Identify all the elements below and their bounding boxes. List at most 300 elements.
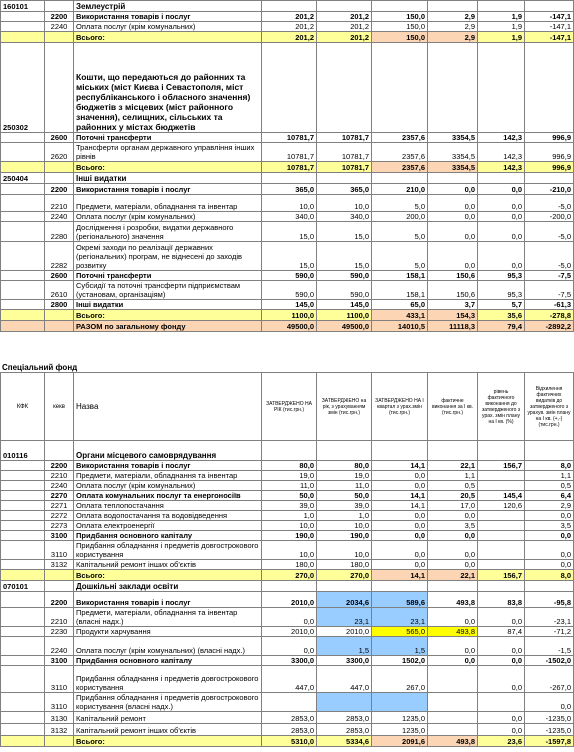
value-cell-3: 1,5 <box>372 637 428 656</box>
value-cell-2: 10781,7 <box>317 162 372 173</box>
kekv-code: 3110 <box>45 666 74 693</box>
value-cell-3 <box>372 693 428 712</box>
table-row <box>1 627 574 637</box>
total-row <box>1 570 574 581</box>
row-name: Інші видатки <box>74 300 262 310</box>
value-cell-4: 0,0 <box>428 608 478 627</box>
value-cell-6: -1502,0 <box>525 656 574 666</box>
value-cell-3: 210,0 <box>372 184 428 195</box>
empty-cell <box>262 43 317 133</box>
value-cell-4: 17,0 <box>428 501 478 511</box>
value-cell-5: 5,7 <box>478 300 525 310</box>
empty-cell <box>525 1 574 12</box>
empty-cell <box>1 481 45 491</box>
empty-cell <box>1 133 45 143</box>
value-cell-1: 590,0 <box>262 281 317 300</box>
kekv-code: 2240 <box>45 22 74 32</box>
value-cell-3: 0,0 <box>372 521 428 531</box>
value-cell-3: 5,0 <box>372 242 428 271</box>
value-cell-3: 5,0 <box>372 222 428 242</box>
empty-cell <box>478 441 525 461</box>
row-name: Придбання обладнання і предметів довгострокового користування <box>74 666 262 693</box>
value-cell-2: 201,2 <box>317 22 372 32</box>
value-cell-3: 65,0 <box>372 300 428 310</box>
value-cell-1: 201,2 <box>262 32 317 43</box>
value-cell-6: 0,0 <box>525 511 574 521</box>
value-cell-6: -1,5 <box>525 637 574 656</box>
value-cell-5: 87,4 <box>478 627 525 637</box>
value-cell-5 <box>478 481 525 491</box>
kekv-code: 2273 <box>45 521 74 531</box>
value-cell-5: 145,4 <box>478 491 525 501</box>
row-name: РАЗОМ по загальному фонду <box>74 321 262 332</box>
empty-cell <box>45 173 74 184</box>
value-cell-2: 270,0 <box>317 570 372 581</box>
value-cell-6: -147,1 <box>525 32 574 43</box>
empty-cell <box>428 1 478 12</box>
table-row <box>1 608 574 627</box>
kekv-code: 2240 <box>45 212 74 222</box>
value-cell-1: 0,0 <box>262 637 317 656</box>
value-cell-4: 0,0 <box>428 511 478 521</box>
section-code: 010116 <box>1 441 45 461</box>
empty-cell <box>525 441 574 461</box>
row-name: Всього: <box>74 32 262 43</box>
value-cell-6: -2892,2 <box>525 321 574 332</box>
kekv-code: 3100 <box>45 656 74 666</box>
kekv-code: 2272 <box>45 511 74 521</box>
row-name: Оплата комунальних послуг та енергоносіїв <box>74 491 262 501</box>
row-name: Використання товарів і послуг <box>74 12 262 22</box>
row-name: Трансферти органам державного управління інших рівнів <box>74 143 262 162</box>
value-cell-2: 2010,0 <box>317 627 372 637</box>
empty-cell <box>1 22 45 32</box>
row-name: Придбання основного капіталу <box>74 531 262 541</box>
kekv-code: 2200 <box>45 461 74 471</box>
empty-cell <box>262 441 317 461</box>
header-approved-year: ЗАТВЕРДЖЕНО НА РІК (тис.грн.) <box>262 373 317 441</box>
value-cell-1 <box>262 693 317 712</box>
empty-cell <box>478 1 525 12</box>
empty-cell <box>478 581 525 592</box>
row-name: Поточні трансферти <box>74 133 262 143</box>
value-cell-3: 14,1 <box>372 570 428 581</box>
section-row <box>1 441 574 461</box>
section-name: Кошти, що передаються до районних та міських (міст Києва і Севастополя, міст республіканського і обласного значення) бюджетів з місцевих (міст районного значення), селищних, сільських та районних у містах бюджетів <box>74 43 262 133</box>
value-cell-2 <box>317 693 372 712</box>
value-cell-3: 0,0 <box>372 541 428 560</box>
kekv-code: 2210 <box>45 471 74 481</box>
value-cell-4: 3,5 <box>428 521 478 531</box>
header-kfk: КФК <box>1 373 45 441</box>
value-cell-5: 0,0 <box>478 184 525 195</box>
empty-cell <box>1 501 45 511</box>
value-cell-3: 200,0 <box>372 212 428 222</box>
empty-cell <box>1 724 45 736</box>
value-cell-5: 0,0 <box>478 212 525 222</box>
value-cell-1: 11,0 <box>262 481 317 491</box>
value-cell-1: 49500,0 <box>262 321 317 332</box>
value-cell-5 <box>478 560 525 570</box>
total-row <box>1 162 574 173</box>
value-cell-4 <box>428 666 478 693</box>
value-cell-5: 79,4 <box>478 321 525 332</box>
row-name: Капітальний ремонт інших об'єктів <box>74 560 262 570</box>
kekv-code <box>45 32 74 43</box>
value-cell-4: 11118,3 <box>428 321 478 332</box>
row-name: Придбання обладнання і предметів довгострокового користування (власні надх.) <box>74 693 262 712</box>
value-cell-4: 0,0 <box>428 195 478 212</box>
value-cell-4: 0,0 <box>428 637 478 656</box>
row-name: Предмети, матеріали, обладнання та інвентар <box>74 471 262 481</box>
value-cell-5: 0,0 <box>478 724 525 736</box>
value-cell-3: 158,1 <box>372 271 428 281</box>
value-cell-1: 19,0 <box>262 471 317 481</box>
table-row <box>1 560 574 570</box>
kekv-code: 2800 <box>45 300 74 310</box>
table-row <box>1 724 574 736</box>
row-name: Оплата послуг (крім комунальних) <box>74 212 262 222</box>
empty-cell <box>317 173 372 184</box>
header-actual-q1: фактичне виконання за І кв. (тис.грн.) <box>428 373 478 441</box>
table-row <box>1 481 574 491</box>
empty-cell <box>1 310 45 321</box>
value-cell-1: 50,0 <box>262 491 317 501</box>
value-cell-6: -5,0 <box>525 242 574 271</box>
value-cell-3: 2091,6 <box>372 736 428 747</box>
value-cell-3: 1502,0 <box>372 656 428 666</box>
empty-cell <box>1 656 45 666</box>
row-name: Оплата послуг (крім комунальних) (власні надх.) <box>74 637 262 656</box>
value-cell-1: 365,0 <box>262 184 317 195</box>
value-cell-2: 11,0 <box>317 481 372 491</box>
special-fund-table <box>0 372 574 747</box>
value-cell-4: 2,9 <box>428 22 478 32</box>
value-cell-1: 1,0 <box>262 511 317 521</box>
empty-cell <box>372 581 428 592</box>
value-cell-4: 3354,5 <box>428 143 478 162</box>
table-row <box>1 666 574 693</box>
value-cell-6: 0,0 <box>525 541 574 560</box>
row-name: Всього: <box>74 310 262 321</box>
header-name: Назва <box>74 373 262 441</box>
value-cell-5 <box>478 521 525 531</box>
row-name: Оплата послуг (крім комунальних) <box>74 481 262 491</box>
empty-cell <box>1 511 45 521</box>
table-row <box>1 712 574 724</box>
empty-cell <box>1 666 45 693</box>
value-cell-3: 14010,5 <box>372 321 428 332</box>
empty-cell <box>45 581 74 592</box>
value-cell-4: 0,0 <box>428 222 478 242</box>
row-name: Придбання обладнання і предметів довгострокового користування <box>74 541 262 560</box>
value-cell-2: 190,0 <box>317 531 372 541</box>
kekv-code: 3132 <box>45 724 74 736</box>
empty-cell <box>262 581 317 592</box>
empty-cell <box>1 736 45 747</box>
value-cell-2: 2853,0 <box>317 724 372 736</box>
value-cell-1: 2853,0 <box>262 724 317 736</box>
empty-cell <box>525 581 574 592</box>
value-cell-4: 0,0 <box>428 184 478 195</box>
value-cell-1: 2010,0 <box>262 592 317 608</box>
value-cell-2: 2853,0 <box>317 712 372 724</box>
value-cell-6: -23,1 <box>525 608 574 627</box>
row-name: Всього: <box>74 736 262 747</box>
value-cell-4: 22,1 <box>428 461 478 471</box>
value-cell-4: 1,1 <box>428 471 478 481</box>
value-cell-1: 0,0 <box>262 608 317 627</box>
kekv-code <box>45 162 74 173</box>
empty-cell <box>1 321 45 332</box>
empty-cell <box>1 195 45 212</box>
row-name: Предмети, матеріали, обладнання та інвентар <box>74 195 262 212</box>
value-cell-1: 15,0 <box>262 222 317 242</box>
section-name: Дошкільні заклади освіти <box>74 581 262 592</box>
kekv-code: 2620 <box>45 143 74 162</box>
value-cell-6: 996,9 <box>525 143 574 162</box>
value-cell-1: 201,2 <box>262 22 317 32</box>
value-cell-2: 50,0 <box>317 491 372 501</box>
empty-cell <box>478 43 525 133</box>
value-cell-3: 565,0 <box>372 627 428 637</box>
table-row <box>1 511 574 521</box>
section-name: Землеустрій <box>74 1 262 12</box>
value-cell-5: 142,3 <box>478 162 525 173</box>
kekv-code: 3130 <box>45 712 74 724</box>
row-name: Використання товарів і послуг <box>74 592 262 608</box>
value-cell-5: 142,3 <box>478 143 525 162</box>
value-cell-1: 2853,0 <box>262 712 317 724</box>
value-cell-4: 0,0 <box>428 541 478 560</box>
value-cell-1: 180,0 <box>262 560 317 570</box>
value-cell-3: 1235,0 <box>372 724 428 736</box>
empty-cell <box>317 441 372 461</box>
value-cell-3: 0,0 <box>372 560 428 570</box>
row-name: Поточні трансферти <box>74 271 262 281</box>
value-cell-6: -267,0 <box>525 666 574 693</box>
value-cell-2: 447,0 <box>317 666 372 693</box>
value-cell-4: 0,0 <box>428 531 478 541</box>
value-cell-4: 2,9 <box>428 32 478 43</box>
empty-cell <box>525 43 574 133</box>
empty-cell <box>372 441 428 461</box>
row-name: Капітальний ремонт інших об'єктів <box>74 724 262 736</box>
value-cell-6: 996,9 <box>525 162 574 173</box>
table-row <box>1 541 574 560</box>
header-kekv: кекв <box>45 373 74 441</box>
value-cell-2: 3300,0 <box>317 656 372 666</box>
value-cell-4: 150,6 <box>428 271 478 281</box>
value-cell-2: 15,0 <box>317 242 372 271</box>
value-cell-5: 156,7 <box>478 461 525 471</box>
empty-cell <box>1 242 45 271</box>
empty-cell <box>1 222 45 242</box>
value-cell-5: 23,6 <box>478 736 525 747</box>
table-row <box>1 222 574 242</box>
row-name: Оплата теплопостачання <box>74 501 262 511</box>
kekv-code: 3100 <box>45 531 74 541</box>
value-cell-5: 35,6 <box>478 310 525 321</box>
value-cell-5: 83,8 <box>478 592 525 608</box>
empty-cell <box>1 521 45 531</box>
value-cell-1: 2010,0 <box>262 627 317 637</box>
empty-cell <box>1 184 45 195</box>
grand-total-row <box>1 321 574 332</box>
value-cell-6: 1,1 <box>525 471 574 481</box>
section-name: Інші видатки <box>74 173 262 184</box>
value-cell-5 <box>478 693 525 712</box>
value-cell-6: -71,2 <box>525 627 574 637</box>
kekv-code: 2280 <box>45 222 74 242</box>
value-cell-2: 1100,0 <box>317 310 372 321</box>
total-row <box>1 736 574 747</box>
value-cell-5 <box>478 541 525 560</box>
section-row <box>1 173 574 184</box>
value-cell-1: 447,0 <box>262 666 317 693</box>
empty-cell <box>45 441 74 461</box>
value-cell-2: 201,2 <box>317 12 372 22</box>
value-cell-5: 1,9 <box>478 32 525 43</box>
value-cell-5: 0,0 <box>478 608 525 627</box>
empty-cell <box>1 281 45 300</box>
value-cell-3: 0,0 <box>372 481 428 491</box>
kekv-code: 2610 <box>45 281 74 300</box>
value-cell-4: 2,9 <box>428 12 478 22</box>
header-approved-year-amended: ЗАТВЕРДЖЕНО на рік, з урахуванням змін (тис.грн.) <box>317 373 372 441</box>
value-cell-5 <box>478 531 525 541</box>
empty-cell <box>1 693 45 712</box>
value-cell-4: 22,1 <box>428 570 478 581</box>
table-row <box>1 501 574 511</box>
value-cell-5: 0,0 <box>478 637 525 656</box>
kekv-code: 2200 <box>45 184 74 195</box>
value-cell-6: 8,0 <box>525 461 574 471</box>
kekv-code: 3132 <box>45 560 74 570</box>
table-row <box>1 184 574 195</box>
empty-cell <box>1 12 45 22</box>
empty-cell <box>428 173 478 184</box>
empty-cell <box>428 441 478 461</box>
value-cell-1: 190,0 <box>262 531 317 541</box>
value-cell-5: 120,6 <box>478 501 525 511</box>
table-row <box>1 531 574 541</box>
value-cell-6: 0,5 <box>525 481 574 491</box>
kekv-code: 2271 <box>45 501 74 511</box>
value-cell-3: 14,1 <box>372 491 428 501</box>
value-cell-4 <box>428 693 478 712</box>
empty-cell <box>1 592 45 608</box>
value-cell-2: 19,0 <box>317 471 372 481</box>
section-code: 160101 <box>1 1 45 12</box>
value-cell-4: 0,0 <box>428 656 478 666</box>
table-row <box>1 22 574 32</box>
value-cell-2: 49500,0 <box>317 321 372 332</box>
row-name: Оплата електроенергії <box>74 521 262 531</box>
value-cell-1: 10,0 <box>262 541 317 560</box>
value-cell-5: 95,3 <box>478 281 525 300</box>
empty-cell <box>1 212 45 222</box>
value-cell-3: 2357,6 <box>372 133 428 143</box>
empty-cell <box>525 173 574 184</box>
row-name: Використання товарів і послуг <box>74 184 262 195</box>
row-name: Окремі заходи по реалізації державних (регіональних) програм, не віднесені до заходів розвитку <box>74 242 262 271</box>
value-cell-3: 0,0 <box>372 511 428 521</box>
row-name: Придбання основного капіталу <box>74 656 262 666</box>
value-cell-2: 10781,7 <box>317 143 372 162</box>
value-cell-4 <box>428 712 478 724</box>
value-cell-5: 0,0 <box>478 666 525 693</box>
value-cell-3: 2357,6 <box>372 143 428 162</box>
value-cell-4: 3354,5 <box>428 162 478 173</box>
value-cell-6: 0,0 <box>525 693 574 712</box>
table-row <box>1 242 574 271</box>
value-cell-1: 10781,7 <box>262 143 317 162</box>
header-deviation: Відхилення фактичних видатків до затвердженого з урахув. змін плану на І кв. (+,-) (тис.грн.) <box>525 373 574 441</box>
value-cell-4: 493,8 <box>428 592 478 608</box>
row-name: Капітальний ремонт <box>74 712 262 724</box>
value-cell-6: -5,0 <box>525 195 574 212</box>
value-cell-6: -147,1 <box>525 22 574 32</box>
value-cell-3: 150,0 <box>372 12 428 22</box>
value-cell-6: 6,4 <box>525 491 574 501</box>
kekv-code: 2270 <box>45 491 74 501</box>
value-cell-1: 3300,0 <box>262 656 317 666</box>
table-row <box>1 195 574 212</box>
value-cell-3: 589,6 <box>372 592 428 608</box>
value-cell-1: 15,0 <box>262 242 317 271</box>
value-cell-6: 996,9 <box>525 133 574 143</box>
value-cell-6: -61,3 <box>525 300 574 310</box>
value-cell-3: 14,1 <box>372 501 428 511</box>
empty-cell <box>1 271 45 281</box>
value-cell-2: 2034,6 <box>317 592 372 608</box>
table-row <box>1 281 574 300</box>
empty-cell <box>478 173 525 184</box>
total-row <box>1 32 574 43</box>
kekv-code: 2230 <box>45 627 74 637</box>
kekv-code: 2200 <box>45 12 74 22</box>
value-cell-5: 1,9 <box>478 22 525 32</box>
kekv-code: 2240 <box>45 481 74 491</box>
value-cell-1: 270,0 <box>262 570 317 581</box>
empty-cell <box>317 581 372 592</box>
value-cell-1: 39,0 <box>262 501 317 511</box>
row-name: Продукти харчування <box>74 627 262 637</box>
empty-cell <box>1 560 45 570</box>
value-cell-4: 493,8 <box>428 627 478 637</box>
value-cell-5: 1,9 <box>478 12 525 22</box>
value-cell-4 <box>428 724 478 736</box>
kekv-code: 2210 <box>45 608 74 627</box>
value-cell-1: 80,0 <box>262 461 317 471</box>
value-cell-6: -95,8 <box>525 592 574 608</box>
value-cell-6: 2,9 <box>525 501 574 511</box>
value-cell-2: 590,0 <box>317 271 372 281</box>
value-cell-6: -1235,0 <box>525 712 574 724</box>
value-cell-5: 0,0 <box>478 195 525 212</box>
value-cell-5: 0,0 <box>478 656 525 666</box>
empty-cell <box>262 1 317 12</box>
table-row <box>1 471 574 481</box>
value-cell-4: 493,8 <box>428 736 478 747</box>
value-cell-4: 150,6 <box>428 281 478 300</box>
value-cell-2: 1,0 <box>317 511 372 521</box>
value-cell-1: 1100,0 <box>262 310 317 321</box>
row-name: Всього: <box>74 162 262 173</box>
empty-cell <box>1 608 45 627</box>
value-cell-2: 80,0 <box>317 461 372 471</box>
